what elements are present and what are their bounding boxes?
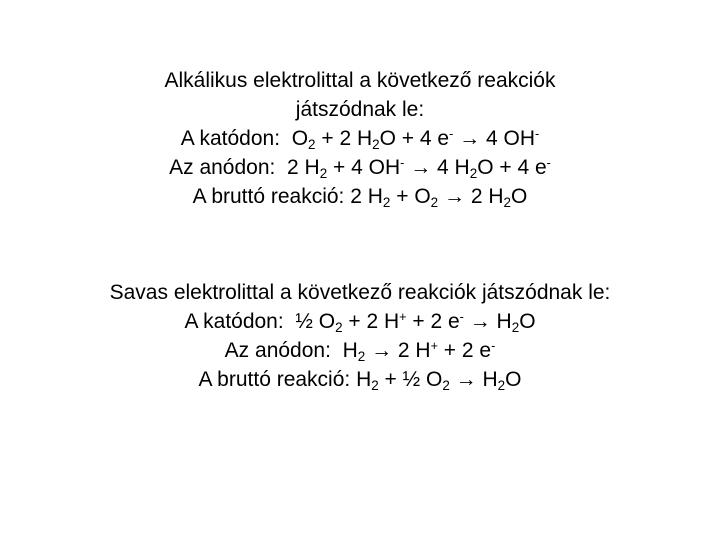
text-segment: O + 4 e [379,127,450,150]
text-segment: O [519,310,536,333]
subscript: 2 [308,136,316,152]
superscript: + [430,339,438,354]
acidic-cathode-reaction [0,307,720,336]
alkaline-anode-reaction [0,153,720,182]
text-segment: → H [463,310,512,333]
subscript: 2 [469,165,478,181]
acidic-intro-line: Savas elektrolittal a következő reakciók játszódnak le: [109,281,611,304]
text-segment: + 4 OH [327,156,401,179]
text-segment: O + 4 e [477,156,547,179]
alkaline-cathode-reaction [0,124,720,153]
subscript: 2 [511,319,520,335]
subscript: 2 [319,165,328,181]
alkaline-intro-line-2: játszódnak le: [295,98,425,121]
text-segment: → 2 H [365,339,431,362]
subscript: 2 [442,377,450,393]
subscript: 2 [430,194,439,210]
alkaline-overall-reaction [0,182,720,211]
superscript: - [535,127,540,142]
text-segment: + ½ O [378,368,443,391]
text-segment: + 2 H [315,127,373,150]
text-segment: A katódon: O [180,127,309,150]
text-segment: → 2 H [438,185,504,208]
subscript: 2 [372,136,380,152]
subscript: 2 [335,319,343,335]
acidic-electrolyte-section [0,278,720,394]
text-segment: O [511,185,528,208]
text-segment: → H [449,368,498,391]
text-segment: + 2 H [342,310,400,333]
subscript: 2 [497,377,506,393]
superscript: - [459,310,464,325]
text-segment: + O [390,185,431,208]
text-segment: A katódon: ½ O [184,310,336,333]
alkaline-electrolyte-section [0,66,720,211]
superscript: + [399,310,407,325]
subscript: 2 [371,377,379,393]
text-segment: → 4 H [404,156,470,179]
superscript: - [491,339,496,354]
alkaline-intro-line-1: Alkálikus elektrolittal a következő reakciók [164,69,556,92]
subscript: 2 [503,194,511,210]
acidic-anode-reaction [0,336,720,365]
acidic-overall-reaction [0,365,720,394]
superscript: - [546,156,551,171]
text-segment: A bruttó reakció: 2 H [192,185,383,208]
text-segment: + 2 e [437,339,492,362]
text-segment: Az anódon: H [224,339,358,362]
superscript: - [400,156,405,171]
text-segment: Az anódon: 2 H [169,156,320,179]
text-segment: → 4 OH [453,127,535,150]
text-segment: O [505,368,522,391]
subscript: 2 [382,194,391,210]
text-segment: A bruttó reakció: H [198,368,372,391]
superscript: - [449,127,454,142]
text-segment: + 2 e [406,310,460,333]
subscript: 2 [357,348,366,364]
